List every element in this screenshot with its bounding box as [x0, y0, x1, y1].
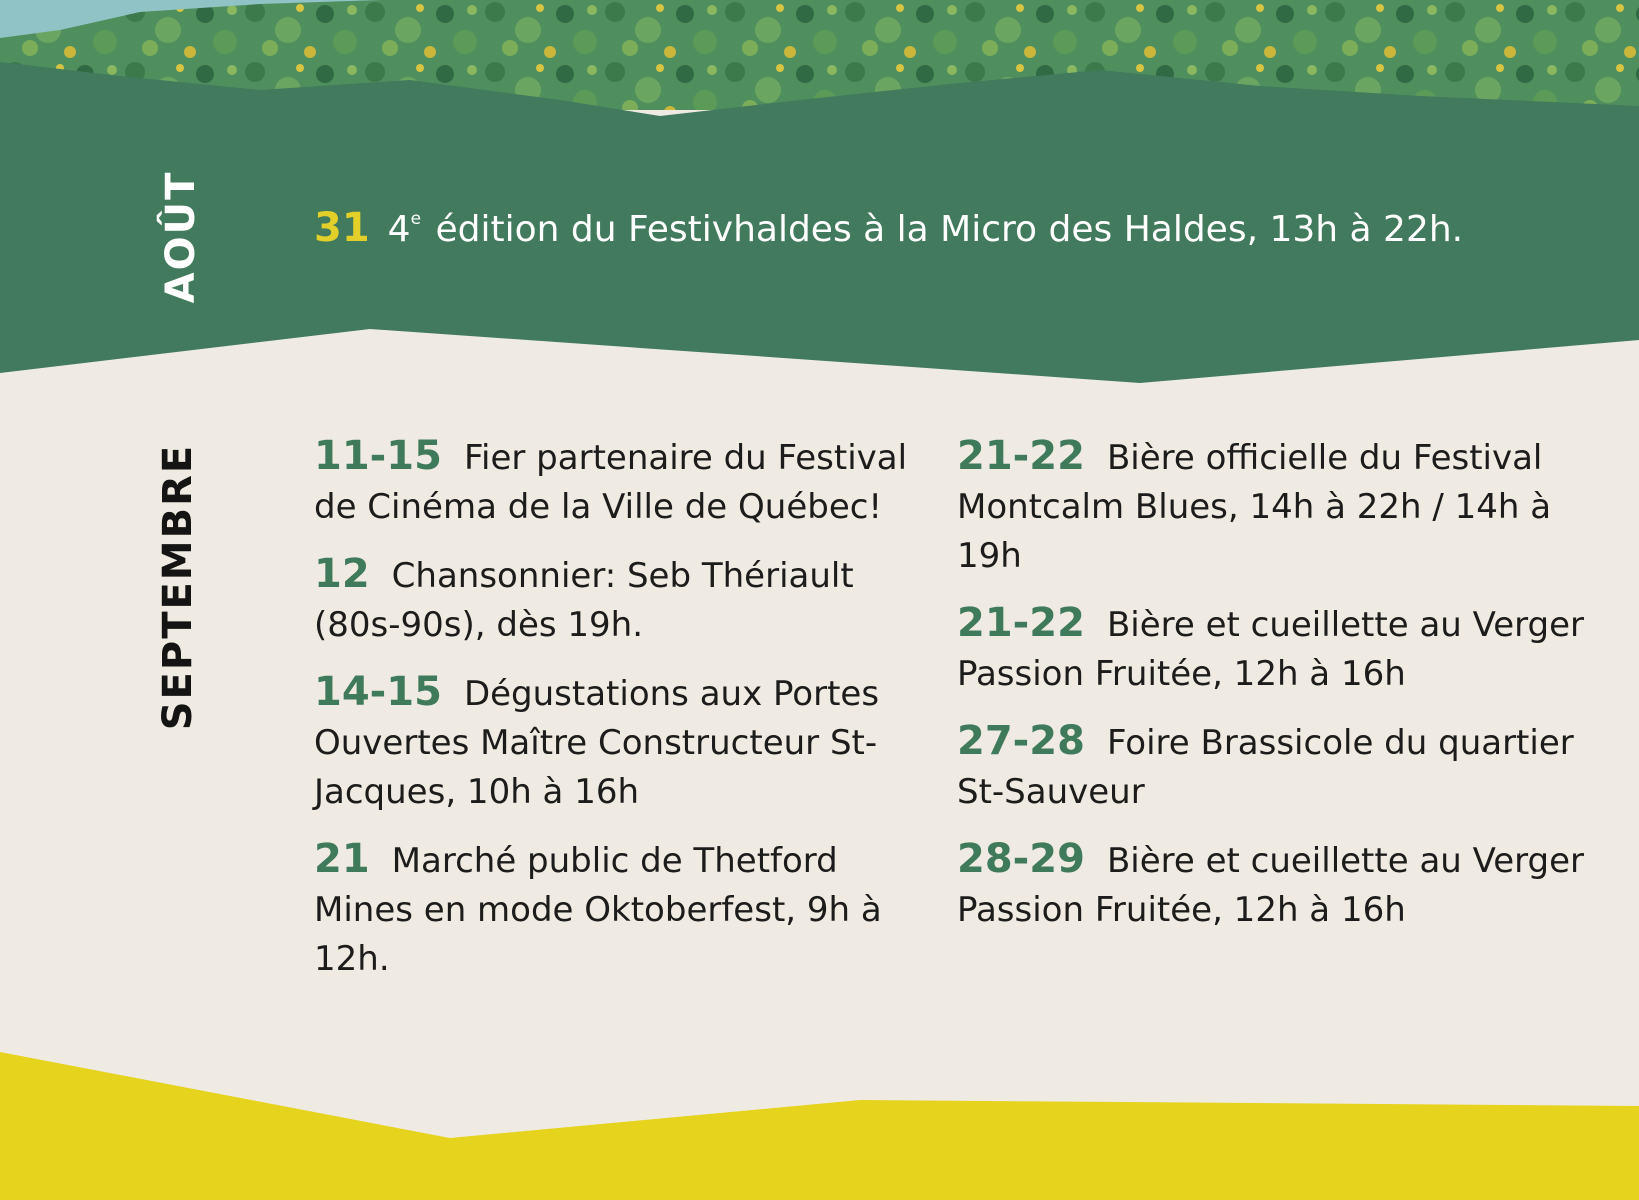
event-ordinal: 4	[387, 209, 411, 250]
september-events-left-column	[314, 432, 924, 1002]
month-label-septembre: SEPTEMBRE	[155, 443, 201, 731]
event-date: 14-15	[314, 669, 442, 715]
event-item	[314, 432, 924, 532]
event-item	[314, 668, 924, 817]
event-date: 12	[314, 551, 370, 597]
event-date: 11-15	[314, 433, 442, 479]
event-text: Foire Brassicole du quartier St-Sauveur	[957, 723, 1574, 812]
event-item	[957, 835, 1622, 935]
event-text: Chansonnier: Seb Thériault (80s-90s), dès 19h.	[314, 556, 854, 645]
event-date: 21-22	[957, 600, 1085, 646]
event-text: Marché public de Thetford Mines en mode Oktoberfest, 9h à 12h.	[314, 841, 882, 979]
aout-event	[314, 193, 1614, 256]
event-text: édition du Festivhaldes à la Micro des Haldes, 13h à 22h.	[424, 209, 1464, 250]
event-text: Bière officielle du Festival Montcalm Blues, 14h à 22h / 14h à 19h	[957, 438, 1552, 576]
event-date: 31	[314, 205, 370, 251]
event-text: Bière et cueillette au Verger Passion Fruitée, 12h à 16h	[957, 841, 1585, 930]
event-text: Dégustations aux Portes Ouvertes Maître Constructeur St-Jacques, 10h à 16h	[314, 674, 880, 812]
event-ordinal-superscript: e	[410, 209, 422, 229]
event-item	[314, 550, 924, 650]
event-date: 21-22	[957, 433, 1085, 479]
yellow-band	[0, 1052, 1639, 1200]
event-date: 27-28	[957, 718, 1085, 764]
event-item	[957, 432, 1622, 581]
september-events-right-column	[957, 432, 1622, 953]
event-text: Fier partenaire du Festival de Cinéma de la Ville de Québec!	[314, 438, 908, 527]
event-date: 28-29	[957, 836, 1085, 882]
event-text: Bière et cueillette au Verger Passion Fruitée, 12h à 16h	[957, 605, 1585, 694]
event-item	[314, 835, 924, 984]
event-item	[957, 717, 1622, 817]
event-item	[957, 599, 1622, 699]
event-date: 21	[314, 836, 370, 882]
month-label-aout: AOÛT	[158, 170, 204, 304]
